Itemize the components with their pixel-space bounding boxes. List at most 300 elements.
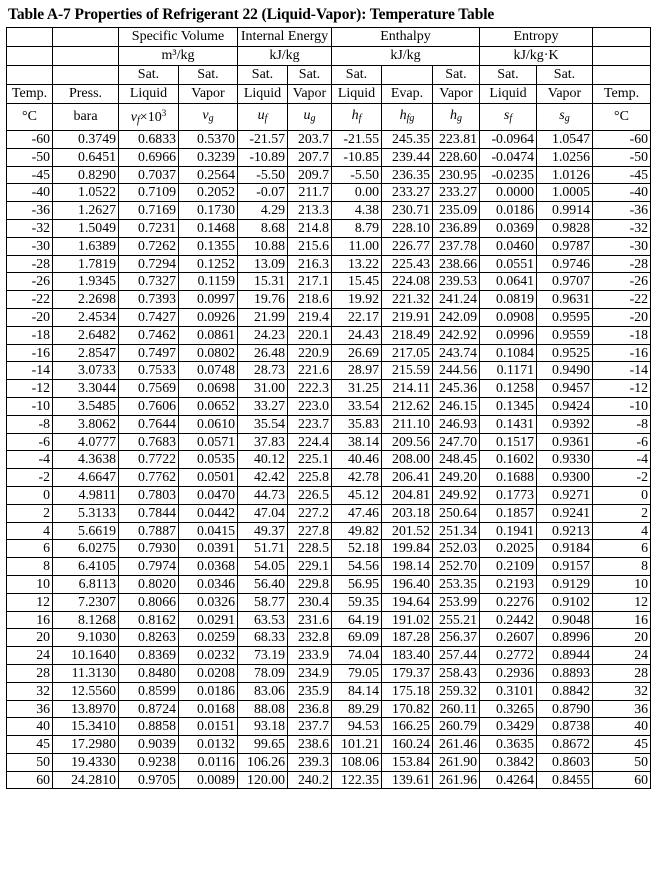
cell-press: 10.1640 [53, 647, 119, 665]
cell-hfg: 212.62 [382, 397, 433, 415]
cell-temp-right: 0 [593, 486, 651, 504]
cell-hf: 42.78 [332, 469, 382, 487]
cell-ug: 231.6 [288, 611, 332, 629]
symbol-sub: g [208, 112, 214, 124]
cell-press: 0.6451 [53, 148, 119, 166]
cell-temp-right: 8 [593, 558, 651, 576]
header-vapor: Vapor [537, 85, 593, 104]
cell-vg: 0.0291 [179, 611, 238, 629]
table-row [7, 273, 651, 291]
cell-hfg: 219.91 [382, 308, 433, 326]
cell-temp: 32 [7, 682, 53, 700]
cell-sf: 0.3635 [480, 736, 537, 754]
cell-hfg: 179.37 [382, 664, 433, 682]
cell-vg: 0.0926 [179, 308, 238, 326]
cell-uf: 49.37 [238, 522, 288, 540]
cell-hg: 255.21 [433, 611, 480, 629]
cell-hg: 233.27 [433, 184, 480, 202]
cell-vf: 0.7327 [119, 273, 179, 291]
cell-sf: 0.3429 [480, 718, 537, 736]
cell-sf: -0.0964 [480, 131, 537, 149]
cell-uf: 24.23 [238, 326, 288, 344]
symbol: u [257, 107, 265, 123]
table-row [7, 469, 651, 487]
cell-temp-right: 10 [593, 575, 651, 593]
cell-vg: 0.0259 [179, 629, 238, 647]
cell-ug: 236.8 [288, 700, 332, 718]
cell-ug: 237.7 [288, 718, 332, 736]
table-row [7, 647, 651, 665]
cell-hf: 108.06 [332, 753, 382, 771]
cell-temp: -60 [7, 131, 53, 149]
cell-ug: 232.8 [288, 629, 332, 647]
table-row [7, 575, 651, 593]
cell-temp-right: 28 [593, 664, 651, 682]
table-row [7, 593, 651, 611]
cell-hfg: 217.05 [382, 344, 433, 362]
cell-ug: 229.1 [288, 558, 332, 576]
cell-hfg: 196.40 [382, 575, 433, 593]
cell-hg: 249.92 [433, 486, 480, 504]
cell-sg: 0.9828 [537, 219, 593, 237]
cell-hfg: 204.81 [382, 486, 433, 504]
cell-sg: 0.9300 [537, 469, 593, 487]
header-blank [593, 66, 651, 85]
cell-hf: 45.12 [332, 486, 382, 504]
cell-vf: 0.7887 [119, 522, 179, 540]
cell-uf: 33.27 [238, 397, 288, 415]
cell-vf: 0.7231 [119, 219, 179, 237]
symbol-sub: g [457, 112, 462, 124]
cell-temp: 12 [7, 593, 53, 611]
cell-temp-right: 50 [593, 753, 651, 771]
cell-sg: 0.8893 [537, 664, 593, 682]
cell-vg: 0.0610 [179, 415, 238, 433]
cell-vg: 0.1468 [179, 219, 238, 237]
cell-sf: 0.2772 [480, 647, 537, 665]
cell-sf: 0.0551 [480, 255, 537, 273]
header-row-units [7, 47, 651, 66]
cell-temp: -10 [7, 397, 53, 415]
cell-sg: 0.9595 [537, 308, 593, 326]
cell-hf: 89.29 [332, 700, 382, 718]
cell-temp: 8 [7, 558, 53, 576]
cell-temp-right: 6 [593, 540, 651, 558]
header-sat: Sat. [332, 66, 382, 85]
cell-vg: 0.0861 [179, 326, 238, 344]
header-press: Press. [53, 85, 119, 104]
cell-vg: 0.0571 [179, 433, 238, 451]
cell-uf: 93.18 [238, 718, 288, 736]
cell-press: 1.0522 [53, 184, 119, 202]
cell-hg: 244.56 [433, 362, 480, 380]
cell-hfg: 153.84 [382, 753, 433, 771]
cell-vf: 0.7109 [119, 184, 179, 202]
cell-vf: 0.7262 [119, 237, 179, 255]
cell-sg: 0.9490 [537, 362, 593, 380]
header-row-names [7, 85, 651, 104]
header-row-sat [7, 66, 651, 85]
symbol: h [351, 107, 359, 123]
table-title: Table A-7 Properties of Refrigerant 22 (Liquid-Vapor): Temperature Table [8, 6, 495, 23]
cell-uf: 68.33 [238, 629, 288, 647]
cell-sg: 0.8842 [537, 682, 593, 700]
cell-sg: 0.9184 [537, 540, 593, 558]
cell-hfg: 170.82 [382, 700, 433, 718]
cell-ug: 233.9 [288, 647, 332, 665]
cell-temp-right: 36 [593, 700, 651, 718]
cell-vf: 0.7294 [119, 255, 179, 273]
cell-hf: 35.83 [332, 415, 382, 433]
cell-press: 0.8290 [53, 166, 119, 184]
table-row [7, 255, 651, 273]
cell-ug: 223.7 [288, 415, 332, 433]
cell-temp-right: 12 [593, 593, 651, 611]
table-row [7, 166, 651, 184]
cell-temp: -6 [7, 433, 53, 451]
cell-vf: 0.8599 [119, 682, 179, 700]
cell-sf: 0.1688 [480, 469, 537, 487]
cell-ug: 223.0 [288, 397, 332, 415]
cell-ug: 226.5 [288, 486, 332, 504]
cell-sg: 0.9746 [537, 255, 593, 273]
cell-temp: -4 [7, 451, 53, 469]
cell-temp-right: -20 [593, 308, 651, 326]
cell-vf: 0.6833 [119, 131, 179, 149]
cell-temp: -16 [7, 344, 53, 362]
cell-hf: 84.14 [332, 682, 382, 700]
cell-hf: 22.17 [332, 308, 382, 326]
table-row [7, 308, 651, 326]
cell-hg: 235.09 [433, 202, 480, 220]
table-row [7, 202, 651, 220]
cell-vf: 0.6966 [119, 148, 179, 166]
cell-hf: 47.46 [332, 504, 382, 522]
cell-press: 4.0777 [53, 433, 119, 451]
symbol-mult: ×10 [139, 110, 162, 125]
cell-hg: 228.60 [433, 148, 480, 166]
cell-vf: 0.7844 [119, 504, 179, 522]
cell-ug: 203.7 [288, 131, 332, 149]
cell-sf: 0.3101 [480, 682, 537, 700]
cell-sf: 0.0369 [480, 219, 537, 237]
cell-hf: 74.04 [332, 647, 382, 665]
header-temp: Temp. [593, 85, 651, 104]
cell-hg: 261.90 [433, 753, 480, 771]
cell-hfg: 175.18 [382, 682, 433, 700]
cell-hf: 54.56 [332, 558, 382, 576]
cell-temp-right: -32 [593, 219, 651, 237]
cell-vf: 0.7644 [119, 415, 179, 433]
cell-vf: 0.7497 [119, 344, 179, 362]
cell-press: 3.5485 [53, 397, 119, 415]
cell-temp: -30 [7, 237, 53, 255]
cell-ug: 214.8 [288, 219, 332, 237]
cell-vf: 0.8020 [119, 575, 179, 593]
cell-temp-right: -16 [593, 344, 651, 362]
cell-sf: 0.0641 [480, 273, 537, 291]
cell-hfg: 221.32 [382, 291, 433, 309]
header-sat: Sat. [537, 66, 593, 85]
symbol: h [450, 107, 457, 123]
cell-temp: 36 [7, 700, 53, 718]
cell-hfg: 208.00 [382, 451, 433, 469]
cell-hg: 252.70 [433, 558, 480, 576]
cell-uf: 106.26 [238, 753, 288, 771]
cell-press: 13.8970 [53, 700, 119, 718]
cell-temp: -20 [7, 308, 53, 326]
cell-temp: -22 [7, 291, 53, 309]
cell-sg: 0.9213 [537, 522, 593, 540]
cell-uf: 26.48 [238, 344, 288, 362]
cell-hf: 38.14 [332, 433, 382, 451]
cell-temp: -26 [7, 273, 53, 291]
table-row [7, 451, 651, 469]
cell-hf: 59.35 [332, 593, 382, 611]
cell-hg: 260.11 [433, 700, 480, 718]
cell-sf: 0.2025 [480, 540, 537, 558]
cell-vg: 0.0186 [179, 682, 238, 700]
cell-hf: 31.25 [332, 380, 382, 398]
cell-ug: 218.6 [288, 291, 332, 309]
cell-hfg: 239.44 [382, 148, 433, 166]
table-row [7, 148, 651, 166]
cell-vg: 0.0346 [179, 575, 238, 593]
cell-sg: 0.9525 [537, 344, 593, 362]
cell-hg: 256.37 [433, 629, 480, 647]
cell-hf: 11.00 [332, 237, 382, 255]
cell-temp-right: -8 [593, 415, 651, 433]
symbol: s [503, 107, 510, 123]
cell-hfg: 236.35 [382, 166, 433, 184]
cell-temp: -18 [7, 326, 53, 344]
symbol-sub: fg [406, 112, 415, 124]
cell-hfg: 166.25 [382, 718, 433, 736]
header-vapor: Vapor [433, 85, 480, 104]
table-row [7, 753, 651, 771]
cell-hf: 52.18 [332, 540, 382, 558]
cell-hg: 253.35 [433, 575, 480, 593]
cell-hg: 250.64 [433, 504, 480, 522]
header-symbol-vf [119, 104, 179, 131]
cell-sf: 0.2607 [480, 629, 537, 647]
cell-temp: -8 [7, 415, 53, 433]
cell-hg: 248.45 [433, 451, 480, 469]
cell-hg: 261.96 [433, 771, 480, 789]
cell-vf: 0.7803 [119, 486, 179, 504]
header-symbol-sg [537, 104, 593, 131]
cell-vg: 0.1730 [179, 202, 238, 220]
cell-temp: 16 [7, 611, 53, 629]
cell-sg: 0.9424 [537, 397, 593, 415]
cell-temp: 50 [7, 753, 53, 771]
cell-vg: 0.2052 [179, 184, 238, 202]
cell-sg: 1.0126 [537, 166, 593, 184]
cell-hfg: 228.10 [382, 219, 433, 237]
cell-sf: 0.3842 [480, 753, 537, 771]
cell-press: 5.3133 [53, 504, 119, 522]
cell-temp-right: 32 [593, 682, 651, 700]
cell-ug: 225.8 [288, 469, 332, 487]
cell-ug: 238.6 [288, 736, 332, 754]
cell-temp-right: -36 [593, 202, 651, 220]
header-symbol-ug [288, 104, 332, 131]
cell-vg: 0.0470 [179, 486, 238, 504]
cell-temp: 20 [7, 629, 53, 647]
cell-uf: 40.12 [238, 451, 288, 469]
cell-hfg: 224.08 [382, 273, 433, 291]
cell-ug: 221.6 [288, 362, 332, 380]
cell-vf: 0.7037 [119, 166, 179, 184]
cell-sg: 0.9157 [537, 558, 593, 576]
cell-temp: 6 [7, 540, 53, 558]
cell-uf: 37.83 [238, 433, 288, 451]
cell-hg: 257.44 [433, 647, 480, 665]
cell-temp-right: -6 [593, 433, 651, 451]
cell-press: 1.6389 [53, 237, 119, 255]
cell-hf: 24.43 [332, 326, 382, 344]
table-row [7, 344, 651, 362]
cell-temp: -45 [7, 166, 53, 184]
cell-temp: -14 [7, 362, 53, 380]
symbol: v [202, 107, 209, 123]
cell-ug: 227.2 [288, 504, 332, 522]
cell-hfg: 215.59 [382, 362, 433, 380]
cell-hfg: 203.18 [382, 504, 433, 522]
table-row [7, 397, 651, 415]
cell-uf: 4.29 [238, 202, 288, 220]
cell-press: 1.9345 [53, 273, 119, 291]
cell-uf: -5.50 [238, 166, 288, 184]
symbol-sub: f [264, 112, 268, 124]
header-internal-energy-units: kJ/kg [238, 47, 332, 66]
cell-temp: 28 [7, 664, 53, 682]
cell-sg: 0.9048 [537, 611, 593, 629]
cell-ug: 227.8 [288, 522, 332, 540]
cell-hf: 56.95 [332, 575, 382, 593]
cell-vf: 0.7569 [119, 380, 179, 398]
cell-sg: 1.0005 [537, 184, 593, 202]
header-temp-unit: °C [593, 104, 651, 131]
cell-sg: 0.8790 [537, 700, 593, 718]
cell-vg: 0.0442 [179, 504, 238, 522]
cell-sf: -0.0235 [480, 166, 537, 184]
symbol-sub: f [137, 115, 140, 126]
cell-hg: 253.99 [433, 593, 480, 611]
cell-vg: 0.0151 [179, 718, 238, 736]
cell-hg: 246.15 [433, 397, 480, 415]
table-row [7, 664, 651, 682]
cell-hg: 249.20 [433, 469, 480, 487]
table-row [7, 736, 651, 754]
table-row [7, 771, 651, 789]
cell-vg: 0.0089 [179, 771, 238, 789]
table-row [7, 131, 651, 149]
cell-press: 2.6482 [53, 326, 119, 344]
cell-sf: 0.1431 [480, 415, 537, 433]
cell-hg: 230.95 [433, 166, 480, 184]
cell-sg: 0.9559 [537, 326, 593, 344]
header-specific-volume: Specific Volume [119, 28, 238, 47]
table-row [7, 540, 651, 558]
cell-temp-right: -45 [593, 166, 651, 184]
cell-ug: 219.4 [288, 308, 332, 326]
cell-press: 1.2627 [53, 202, 119, 220]
cell-hfg: 225.43 [382, 255, 433, 273]
cell-ug: 234.9 [288, 664, 332, 682]
cell-sf: 0.1602 [480, 451, 537, 469]
header-liquid: Liquid [480, 85, 537, 104]
cell-hg: 246.93 [433, 415, 480, 433]
cell-hf: 94.53 [332, 718, 382, 736]
cell-sg: 0.9787 [537, 237, 593, 255]
cell-hf: 26.69 [332, 344, 382, 362]
cell-sf: 0.1941 [480, 522, 537, 540]
cell-hf: 101.21 [332, 736, 382, 754]
cell-uf: 73.19 [238, 647, 288, 665]
cell-sg: 0.9392 [537, 415, 593, 433]
cell-temp-right: -10 [593, 397, 651, 415]
header-blank [53, 47, 119, 66]
header-liquid: Liquid [332, 85, 382, 104]
table-row [7, 415, 651, 433]
cell-sf: 0.2109 [480, 558, 537, 576]
cell-hg: 245.36 [433, 380, 480, 398]
cell-vf: 0.7427 [119, 308, 179, 326]
cell-hg: 242.09 [433, 308, 480, 326]
cell-uf: 35.54 [238, 415, 288, 433]
cell-sf: 0.2936 [480, 664, 537, 682]
cell-hf: 40.46 [332, 451, 382, 469]
header-specific-volume-units: m³/kg [119, 47, 238, 66]
cell-hfg: 199.84 [382, 540, 433, 558]
symbol: u [303, 107, 311, 123]
cell-vf: 0.9238 [119, 753, 179, 771]
cell-hf: -10.85 [332, 148, 382, 166]
cell-hf: -5.50 [332, 166, 382, 184]
header-liquid: Liquid [238, 85, 288, 104]
cell-sf: 0.0460 [480, 237, 537, 255]
symbol-sub: f [358, 112, 362, 124]
cell-vg: 0.1252 [179, 255, 238, 273]
cell-temp: 10 [7, 575, 53, 593]
cell-uf: 10.88 [238, 237, 288, 255]
cell-sg: 0.8603 [537, 753, 593, 771]
cell-temp-right: 4 [593, 522, 651, 540]
cell-temp-right: -14 [593, 362, 651, 380]
cell-sg: 0.8996 [537, 629, 593, 647]
cell-hfg: 201.52 [382, 522, 433, 540]
cell-vf: 0.7974 [119, 558, 179, 576]
cell-hf: 28.97 [332, 362, 382, 380]
cell-vg: 0.0748 [179, 362, 238, 380]
cell-ug: 207.7 [288, 148, 332, 166]
cell-temp: 2 [7, 504, 53, 522]
cell-vg: 0.2564 [179, 166, 238, 184]
cell-uf: 51.71 [238, 540, 288, 558]
cell-temp: 45 [7, 736, 53, 754]
cell-temp: 4 [7, 522, 53, 540]
table-row [7, 362, 651, 380]
cell-ug: 240.2 [288, 771, 332, 789]
cell-uf: 58.77 [238, 593, 288, 611]
cell-uf: 13.09 [238, 255, 288, 273]
cell-hf: 64.19 [332, 611, 382, 629]
table-row [7, 700, 651, 718]
cell-temp: -36 [7, 202, 53, 220]
cell-sg: 0.8738 [537, 718, 593, 736]
cell-uf: 54.05 [238, 558, 288, 576]
